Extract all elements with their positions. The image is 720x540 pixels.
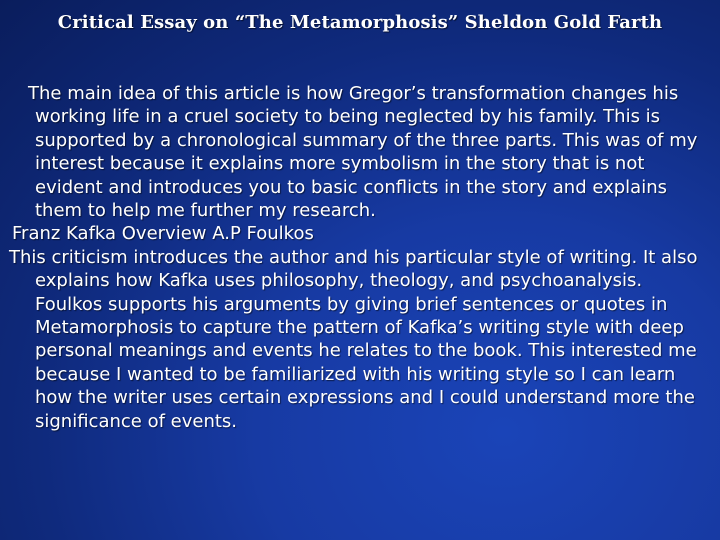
source-heading: Franz Kafka Overview A.P Foulkos (12, 223, 314, 245)
slide-body (0, 82, 720, 433)
paragraph-criticism: This criticism introduces the author and his particular style of writing. It also explains how Kafka uses philosophy, theology, and psychoanalysis. Foulkos supports his arguments by giving brief sentences or quotes in Metamorphosis to capture the pattern of Kafka’s writing style with deep personal meanings and events he relates to the book. This interested me because I wanted to be familiarized with his writing style so I can learn how the writer uses certain expressions and I could understand more the significance of events. (9, 246, 698, 432)
slide-title: Critical Essay on “The Metamorphosis” Sheldon Gold Farth (57, 12, 663, 33)
paragraph-main-idea: The main idea of this article is how Gregor’s transformation changes his working life in a cruel society to being neglected by his family. This is supported by a chronological summary of the three parts. This was of my interest because it explains more symbolism in the story that is not evident and introduces you to basic conflicts in the story and explains them to help me further my research. (28, 83, 698, 222)
